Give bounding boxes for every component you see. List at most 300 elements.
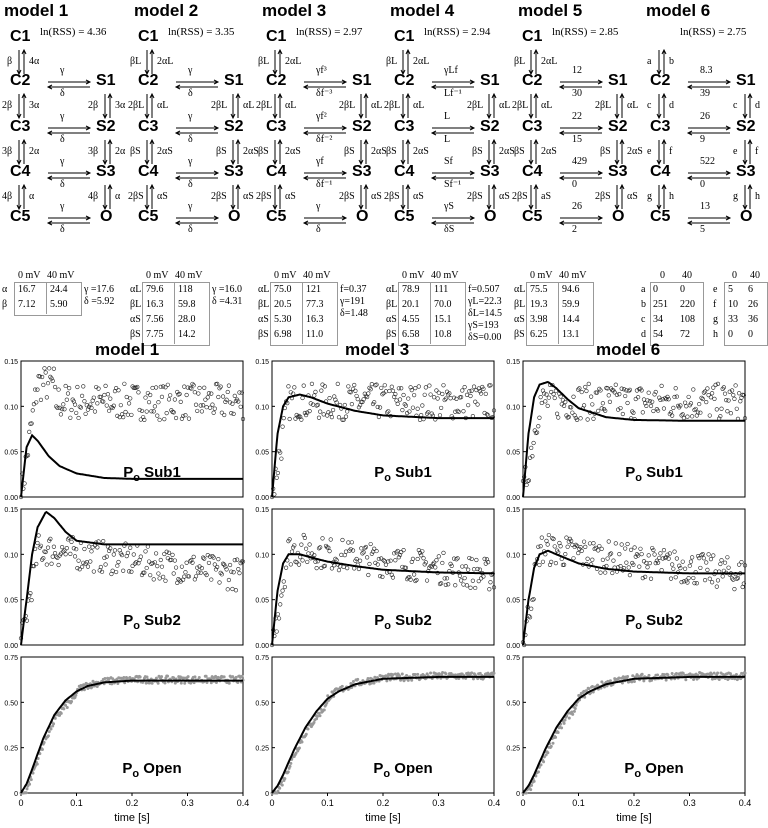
data-point — [709, 396, 713, 400]
data-point — [441, 561, 445, 565]
data-point — [469, 586, 473, 590]
rate-label: g — [733, 191, 738, 202]
data-point — [660, 568, 664, 572]
rate-label: 2βS — [211, 191, 227, 202]
rate-label: 2βS — [467, 191, 483, 202]
data-point — [237, 567, 241, 571]
data-point — [424, 386, 428, 390]
model-title: model 5 — [518, 1, 583, 20]
data-point — [689, 560, 693, 564]
rate-label: β — [7, 56, 13, 67]
table-cell: 72 — [680, 329, 690, 340]
table-header: 0 mV — [18, 270, 41, 281]
data-point — [648, 674, 650, 676]
data-point — [211, 403, 215, 407]
data-point — [84, 412, 88, 416]
data-point — [232, 412, 236, 416]
data-point — [114, 570, 118, 574]
data-point — [582, 540, 586, 544]
data-point — [347, 541, 351, 545]
data-point — [277, 617, 281, 621]
data-point — [275, 476, 279, 480]
data-point — [591, 558, 595, 562]
x-tick-label: 0.1 — [572, 798, 585, 808]
data-point — [298, 555, 302, 559]
table-cell: 20.1 — [402, 299, 420, 310]
y-tick-label: 0.25 — [4, 745, 18, 753]
data-point — [453, 583, 457, 587]
data-point — [615, 393, 619, 397]
data-point — [205, 675, 207, 677]
rate-label: L — [444, 134, 451, 145]
state-c2: C2 — [650, 72, 671, 89]
data-point — [166, 675, 168, 677]
data-point — [699, 566, 703, 570]
data-point — [572, 395, 576, 399]
data-point — [343, 553, 347, 557]
rate-label: d — [755, 100, 760, 111]
y-tick-label: 0.05 — [255, 597, 269, 605]
y-tick-label: 0.10 — [506, 404, 520, 412]
rate-label: a — [647, 56, 652, 67]
data-point — [627, 566, 631, 570]
table-cell: 75.0 — [274, 284, 292, 295]
data-point — [202, 386, 206, 390]
data-point — [218, 581, 222, 585]
table-extra-param: γ =16.0 — [212, 284, 243, 295]
table-extra-param: δ =4.31 — [212, 296, 243, 307]
table-cell: 70.0 — [434, 299, 452, 310]
data-point — [564, 719, 566, 721]
data-point — [414, 673, 416, 675]
data-point — [445, 673, 447, 675]
data-point — [357, 406, 361, 410]
data-point — [228, 682, 230, 684]
data-point — [614, 383, 618, 387]
data-point — [64, 704, 66, 706]
data-point — [682, 580, 686, 584]
data-point — [478, 568, 482, 572]
state-c5: C5 — [394, 208, 415, 225]
data-point — [405, 674, 407, 676]
y-tick-label: 0.10 — [506, 552, 520, 560]
x-tick-label: 0.1 — [321, 798, 334, 808]
data-point — [74, 411, 78, 415]
table-row-label: βS — [514, 329, 525, 340]
data-point — [385, 571, 389, 575]
data-point — [460, 389, 464, 393]
data-point — [601, 681, 603, 683]
table-cell: 16.3 — [306, 314, 324, 325]
rate-label: 3α — [29, 100, 40, 111]
panel-label: $P_o$ Open — [122, 760, 182, 780]
data-point — [310, 382, 314, 386]
data-point — [741, 585, 745, 589]
rate-label: δ — [60, 224, 65, 235]
rate-label: αL — [285, 100, 297, 111]
y-tick-label: 0.15 — [4, 359, 18, 366]
data-point — [328, 396, 332, 400]
rate-label: c — [647, 100, 652, 111]
data-point — [571, 543, 575, 547]
data-point — [194, 574, 198, 578]
table-cell: 121 — [306, 284, 321, 295]
data-point — [155, 677, 157, 679]
data-point — [402, 393, 406, 397]
data-point — [101, 539, 105, 543]
chart-col-title-2: model 3 — [345, 340, 410, 359]
state-o: O — [484, 208, 497, 225]
rate-label: 2αS — [157, 146, 173, 157]
model-title: model 6 — [646, 1, 711, 20]
data-point — [185, 393, 189, 397]
data-point — [352, 383, 356, 387]
data-point — [436, 397, 440, 401]
table-extra-param: δ =5.92 — [84, 296, 115, 307]
data-point — [144, 396, 148, 400]
rate-label: γS — [444, 201, 454, 212]
data-point — [112, 553, 116, 557]
table-extra-param: δ=1.48 — [340, 308, 368, 319]
data-point — [50, 562, 54, 566]
data-point — [290, 550, 294, 554]
x-axis-label: time [s] — [114, 812, 150, 824]
data-point — [157, 400, 161, 404]
data-point — [546, 543, 550, 547]
data-point — [331, 408, 335, 412]
data-point — [722, 569, 726, 573]
data-point — [297, 563, 301, 567]
data-point — [231, 587, 235, 591]
rate-label: δ — [316, 224, 321, 235]
data-point — [126, 677, 128, 679]
data-point — [585, 389, 589, 393]
data-point — [657, 556, 661, 560]
data-point — [463, 385, 467, 389]
data-point — [44, 371, 48, 375]
state-s2: S2 — [224, 118, 244, 135]
data-point — [318, 546, 322, 550]
data-point — [370, 552, 374, 556]
table-extra-param: f=0.507 — [468, 284, 500, 295]
model-title: model 4 — [390, 1, 455, 20]
table-header: 40 mV — [559, 270, 587, 281]
state-c3: C3 — [266, 118, 287, 135]
data-point — [433, 566, 437, 570]
table-row-label: αL — [514, 284, 526, 295]
rate-label: βS — [514, 146, 525, 157]
data-point — [610, 571, 614, 575]
data-point — [135, 385, 139, 389]
data-point — [237, 681, 239, 683]
state-c2: C2 — [394, 72, 415, 89]
state-c5: C5 — [138, 208, 159, 225]
chart-panel — [4, 359, 244, 502]
data-point — [57, 563, 61, 567]
data-point — [591, 403, 595, 407]
data-point — [61, 403, 65, 407]
data-point — [422, 556, 426, 560]
panel-label: $P_o$ Sub2 — [625, 612, 683, 632]
data-point — [204, 398, 208, 402]
data-point — [53, 551, 57, 555]
rate-label: 8.3 — [700, 65, 713, 76]
data-point — [64, 384, 68, 388]
table-row-label: g — [713, 314, 718, 325]
table-cell: 28.0 — [178, 314, 196, 325]
x-tick-label: 0.3 — [432, 798, 445, 808]
data-point — [641, 673, 643, 675]
rss-value: ln(RSS) = 2.97 — [296, 26, 363, 38]
table-cell: 108 — [680, 314, 695, 325]
data-point — [60, 712, 62, 714]
chart-col-title-3: model 6 — [596, 340, 661, 359]
rate-label: 2βS — [128, 191, 144, 202]
data-point — [646, 565, 650, 569]
state-c1: C1 — [10, 28, 31, 45]
rate-label: 9 — [700, 134, 705, 145]
table-header: 40 mV — [47, 270, 75, 281]
data-point — [421, 404, 425, 408]
data-point — [183, 677, 185, 679]
table-extra-param: δL=14.5 — [468, 308, 502, 319]
data-point — [151, 561, 155, 565]
data-point — [643, 680, 645, 682]
data-point — [626, 675, 628, 677]
data-point — [43, 741, 45, 743]
state-s3: S3 — [736, 163, 756, 180]
data-point — [130, 413, 134, 417]
rate-label: βS — [472, 146, 483, 157]
data-point — [126, 413, 130, 417]
data-point — [66, 392, 70, 396]
data-point — [153, 561, 157, 565]
rate-label: αS — [413, 191, 424, 202]
y-tick-label: 0.00 — [506, 495, 520, 502]
data-point — [423, 393, 427, 397]
data-point — [625, 561, 629, 565]
data-point — [195, 409, 199, 413]
data-point — [438, 413, 442, 417]
data-point — [527, 479, 531, 483]
data-point — [417, 673, 419, 675]
data-point — [73, 403, 77, 407]
data-point — [532, 597, 536, 601]
data-point — [554, 561, 558, 565]
data-point — [411, 406, 415, 410]
data-point — [471, 579, 475, 583]
data-point — [152, 410, 156, 414]
rate-label: 2αL — [157, 56, 174, 67]
data-point — [441, 392, 445, 396]
data-point — [695, 581, 699, 585]
chart-panel — [255, 359, 495, 502]
data-point — [336, 382, 340, 386]
panel-label: $P_o$ Open — [624, 760, 684, 780]
rate-label: 2αL — [413, 56, 430, 67]
data-point — [65, 398, 69, 402]
data-point — [341, 685, 343, 687]
rate-label: 2α — [29, 146, 40, 157]
y-tick-label: 0.05 — [506, 449, 520, 457]
data-point — [547, 396, 551, 400]
table-row-label: βS — [130, 329, 141, 340]
x-tick-label: 0 — [520, 798, 526, 808]
data-point — [57, 388, 61, 392]
data-point — [663, 673, 665, 675]
state-c2: C2 — [10, 72, 31, 89]
rate-label: 2β — [2, 100, 13, 111]
rate-label: βL — [130, 56, 142, 67]
data-point — [688, 564, 692, 568]
y-tick-label: 0.10 — [255, 404, 269, 412]
table-cell: 34 — [653, 314, 663, 325]
data-point — [73, 555, 77, 559]
data-point — [117, 560, 121, 564]
data-point — [209, 392, 213, 396]
data-point — [148, 682, 150, 684]
data-point — [675, 395, 679, 399]
data-point — [157, 572, 161, 576]
table-header: 0 — [732, 270, 737, 281]
rate-label: αL — [499, 100, 511, 111]
data-point — [546, 404, 550, 408]
data-point — [378, 406, 382, 410]
y-tick-label: 0.15 — [506, 359, 520, 366]
data-point — [215, 681, 217, 683]
state-c1: C1 — [394, 28, 415, 45]
data-point — [241, 675, 243, 677]
data-point — [327, 695, 329, 697]
data-point — [317, 416, 321, 420]
data-point — [596, 409, 600, 413]
data-point — [315, 566, 319, 570]
rss-value: ln(RSS) = 4.36 — [40, 26, 107, 38]
panel-label: $P_o$ Sub1 — [625, 464, 683, 484]
table-extra-param: γL=22.3 — [468, 296, 502, 307]
data-point — [288, 417, 292, 421]
data-point — [223, 676, 225, 678]
data-point — [318, 712, 320, 714]
data-point — [416, 557, 420, 561]
data-point — [675, 672, 677, 674]
data-point — [64, 552, 68, 556]
rate-label: αL — [413, 100, 425, 111]
data-point — [138, 408, 142, 412]
chart-panel — [4, 655, 249, 824]
data-point — [48, 730, 50, 732]
data-point — [674, 575, 678, 579]
data-point — [445, 577, 449, 581]
data-point — [649, 404, 653, 408]
data-point — [222, 413, 226, 417]
data-point — [174, 566, 178, 570]
data-point — [473, 586, 477, 590]
y-tick-label: 0.75 — [255, 655, 269, 662]
data-point — [733, 397, 737, 401]
data-point — [549, 560, 553, 564]
data-point — [574, 707, 576, 709]
table-extra-param: γ =17.6 — [84, 284, 115, 295]
data-point — [650, 400, 654, 404]
data-point — [647, 391, 651, 395]
table-cell: 10.8 — [434, 329, 452, 340]
data-point — [226, 390, 230, 394]
rate-label: 2βS — [512, 191, 528, 202]
data-point — [555, 412, 559, 416]
data-point — [533, 780, 535, 782]
rate-label: α — [115, 191, 121, 202]
data-point — [559, 544, 563, 548]
table-row-label: αS — [386, 314, 397, 325]
state-c1: C1 — [522, 28, 543, 45]
rate-label: βL — [386, 56, 398, 67]
data-point — [682, 416, 686, 420]
data-point — [648, 399, 652, 403]
data-point — [52, 367, 56, 371]
data-point — [307, 728, 309, 730]
data-point — [342, 565, 346, 569]
rate-label: δ — [188, 88, 193, 99]
y-tick-label: 0.15 — [506, 507, 520, 514]
data-point — [194, 403, 198, 407]
state-s2: S2 — [352, 118, 372, 135]
data-point — [75, 694, 77, 696]
data-point — [536, 545, 540, 549]
data-point — [155, 564, 159, 568]
data-point — [708, 577, 712, 581]
table-row-label: α — [2, 284, 8, 295]
data-point — [683, 401, 687, 405]
data-point — [378, 574, 382, 578]
data-point — [193, 390, 197, 394]
data-point — [232, 570, 236, 574]
data-point — [151, 682, 153, 684]
data-point — [317, 547, 321, 551]
data-point — [345, 410, 349, 414]
data-point — [36, 388, 40, 392]
state-o: O — [740, 208, 753, 225]
chart-panel — [255, 655, 500, 824]
data-point — [609, 680, 611, 682]
data-point — [697, 402, 701, 406]
y-tick-label: 0 — [14, 791, 18, 798]
data-point — [54, 717, 56, 719]
data-point — [435, 389, 439, 393]
data-point — [69, 416, 73, 420]
data-point — [365, 556, 369, 560]
state-c4: C4 — [522, 163, 543, 180]
data-point — [74, 547, 78, 551]
data-point — [545, 393, 549, 397]
table-cell: 7.12 — [18, 299, 36, 310]
data-point — [739, 399, 743, 403]
data-point — [59, 413, 63, 417]
data-point — [675, 557, 679, 561]
data-point — [117, 388, 121, 392]
data-point — [713, 397, 717, 401]
data-point — [210, 681, 212, 683]
rate-label: 4β — [88, 191, 99, 202]
data-point — [386, 680, 388, 682]
rate-label: d — [669, 100, 674, 111]
data-point — [192, 555, 196, 559]
table-cell: 6.58 — [402, 329, 420, 340]
rate-label: 2αS — [627, 146, 643, 157]
data-point — [715, 408, 719, 412]
data-point — [152, 578, 156, 582]
data-point — [588, 687, 590, 689]
